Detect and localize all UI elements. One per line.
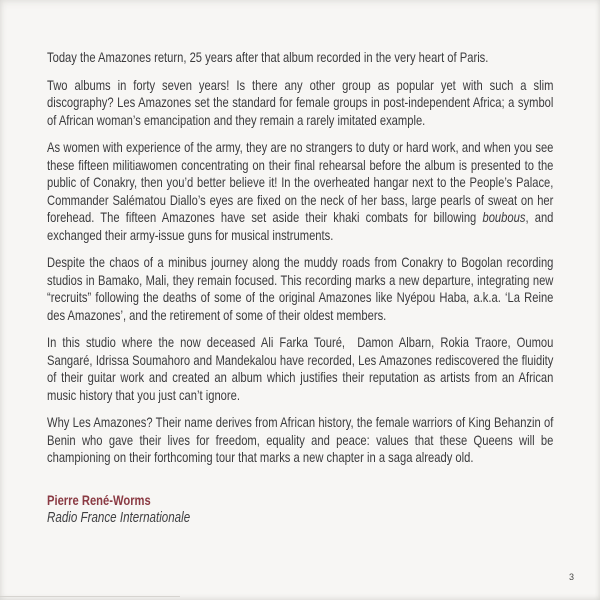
text-run: Today the Amazones return, 25 years after that album recorded in the very heart of Paris. — [47, 49, 489, 65]
paragraph — [47, 139, 553, 244]
paragraph — [47, 334, 553, 404]
text-run: As women with experience of the army, they are no strangers to duty or hard work, and when you see these fifteen militiawomen concentrating on their final rehearsal before the album is presented to the public of Conakry, then you’d better believe it! In the overheated hangar next to the People’s Palace, Commander Salématou Diallo’s eyes are fixed on the neck of her bass, large pearls of sweat on her forehead. The fifteen Amazones have set aside their khaki combats for billowing — [47, 139, 554, 225]
paragraph — [47, 77, 553, 130]
liner-notes-text — [47, 49, 553, 528]
text-run: Why Les Amazones? Their name derives from African history, the female warriors of King Behanzin of Benin who gave their lives for freedom, equality and peace: values that these Queens will be championing on their forthcoming tour that marks a new chapter in a saga already old. — [47, 414, 554, 465]
italic-term: boubous — [482, 209, 526, 225]
scan-edge-artifact — [0, 596, 180, 597]
signature-block — [47, 491, 553, 528]
text-run: , and exchanged their army-issue guns for musical instruments. — [47, 209, 554, 243]
paragraphs-container — [47, 49, 553, 467]
paragraph — [47, 254, 553, 324]
text-run: Two albums in forty seven years! Is there any other group as popular yet with such a slim discography? Les Amazones set the standard for female groups in post-independent Africa; a symbol of African woman’s emancipation and they remain a rarely imitated example. — [47, 76, 554, 128]
author-name: Pierre René-Worms — [47, 491, 151, 508]
paragraph — [47, 414, 553, 467]
text-run: Despite the chaos of a minibus journey along the muddy roads from Conakry to Bogolan recording studios in Bamako, Mali, they remain focused. This recording marks a new departure, integrating new “recruits” following the deaths of some of the original Amazones like Nyépou Haba, a.k.a. ‘La Reine des Amazones’, and the retirement of some of their oldest members. — [47, 254, 554, 323]
paragraph — [47, 49, 553, 67]
page-number: 3 — [568, 572, 574, 582]
author-organization: Radio France Internationale — [47, 509, 191, 526]
text-run: In this studio where the now deceased Ali Farka Touré, Damon Albarn, Rokia Traore, Oumou Sangaré, Idrissa Soumahoro and Mandekalou have recorded, Les Amazones rediscovered the fluidity of their guitar work and created an album which justifies their reputation as artists from an African music history that you just can’t ignore. — [47, 334, 554, 403]
